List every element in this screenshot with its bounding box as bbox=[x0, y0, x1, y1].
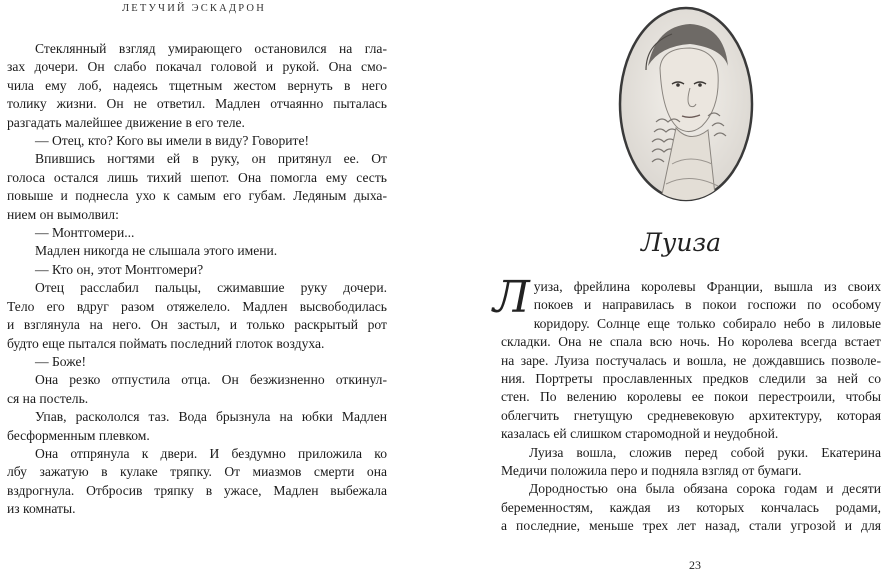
text-line: покоев и направилась в покои госпожи по особому bbox=[533, 297, 881, 313]
text-line: Впившись ногтями ей в руку, он притянул ее. От bbox=[35, 151, 387, 167]
text-line: толику жизни. Он не ответил. Мадлен отчаянно пыталась bbox=[7, 96, 387, 112]
text-line: — Боже! bbox=[35, 353, 87, 369]
text-line: казалась ей слишком старомодной и неудобной. bbox=[501, 426, 779, 442]
portrait-illustration bbox=[616, 4, 756, 204]
text-line: Она резко отпустила отца. Он безжизненно откинул- bbox=[35, 372, 387, 388]
drop-cap: Л bbox=[493, 272, 530, 323]
text-line: Она отпрянула к двери. И бездумно приложила ко bbox=[35, 445, 387, 461]
text-line: стен. По велению королевы ее покои перестроили, чтобы bbox=[501, 389, 881, 405]
text-line: уиза, фрейлина королевы Франции, вышла из своих bbox=[533, 279, 881, 294]
text-line: Стеклянный взгляд умирающего остановился на гла- bbox=[35, 41, 387, 56]
text-line: чила ему лоб, надеясь тщетным жестом вернуть в него bbox=[7, 77, 387, 93]
text-line: вздрогнула. Отбросив тряпку в ужасе, Мадлен выбежала bbox=[7, 482, 387, 498]
right-page-text bbox=[493, 272, 881, 536]
left-page-text bbox=[7, 40, 387, 519]
text-line: лбу зажатую в кулаке тряпку. От миазмов смерти она bbox=[7, 464, 387, 480]
text-line: и взглянула на него. Он застыл, и только раскрытый рот bbox=[7, 317, 387, 333]
text-line: беременностям, каждая из которых кончалась родами, bbox=[501, 499, 881, 515]
text-line: Дородностью она была обязана сорока годам и десяти bbox=[529, 481, 881, 497]
right-page bbox=[441, 0, 882, 574]
text-line: ся на постель. bbox=[7, 390, 89, 406]
text-line: Мадлен никогда не слышала этого имени. bbox=[35, 243, 278, 259]
text-line: облегчить гнетущую средневековую архитектуру, которая bbox=[501, 407, 881, 423]
text-line: ния. Портреты прославленных предков следили за ней со bbox=[501, 371, 881, 387]
running-head: ЛЕТУЧИЙ ЭСКАДРОН bbox=[121, 3, 266, 14]
text-line: — Монтгомери... bbox=[35, 225, 135, 241]
text-line: — Отец, кто? Кого вы имели в виду? Говорите! bbox=[35, 133, 310, 149]
text-line: — Кто он, этот Монтгомери? bbox=[35, 261, 204, 277]
chapter-title: Луиза bbox=[640, 228, 721, 257]
text-line: Отец расслабил пальцы, сжимавшие руку дочери. bbox=[35, 280, 387, 296]
text-line: голоса остался лишь тихий шепот. Она помогла ему сесть bbox=[7, 169, 387, 185]
text-line: складки. Она не спала всю ночь. Но королева всегда встает bbox=[501, 334, 881, 350]
page-number: 23 bbox=[689, 558, 701, 572]
text-line: из комнаты. bbox=[7, 501, 76, 517]
text-line: бесформенным плевком. bbox=[7, 427, 150, 443]
text-line: Медичи положила перо и подняла взгляд от бумаги. bbox=[501, 463, 802, 479]
text-line: разгадать малейшее движение в его теле. bbox=[7, 114, 245, 130]
text-line: повыше и поднесла ухо к самым его губам. Ледяным дыха- bbox=[7, 188, 387, 204]
text-line: нием он вымолвил: bbox=[7, 206, 119, 222]
text-line: а последние, меньше трех лет назад, стали угрозой и для bbox=[501, 518, 881, 534]
text-line: зах дочери. Он слабо покачал головой и рукой. Она смо- bbox=[7, 59, 387, 75]
text-line: коридору. Солнце еще только собирало небо в лиловые bbox=[533, 315, 881, 331]
text-line: на заре. Луиза постучалась и вошла, не дождавшись позволе- bbox=[501, 352, 881, 368]
text-line: будто еще пытался поймать последний глоток воздуха. bbox=[7, 335, 325, 351]
text-line: Луиза вошла, сложив перед собой руки. Екатерина bbox=[529, 444, 881, 460]
text-line: Тело его вдруг разом отяжелело. Мадлен высвободилась bbox=[7, 298, 387, 314]
text-line: Упав, раскололся таз. Вода брызнула на юбки Мадлен bbox=[35, 409, 387, 425]
